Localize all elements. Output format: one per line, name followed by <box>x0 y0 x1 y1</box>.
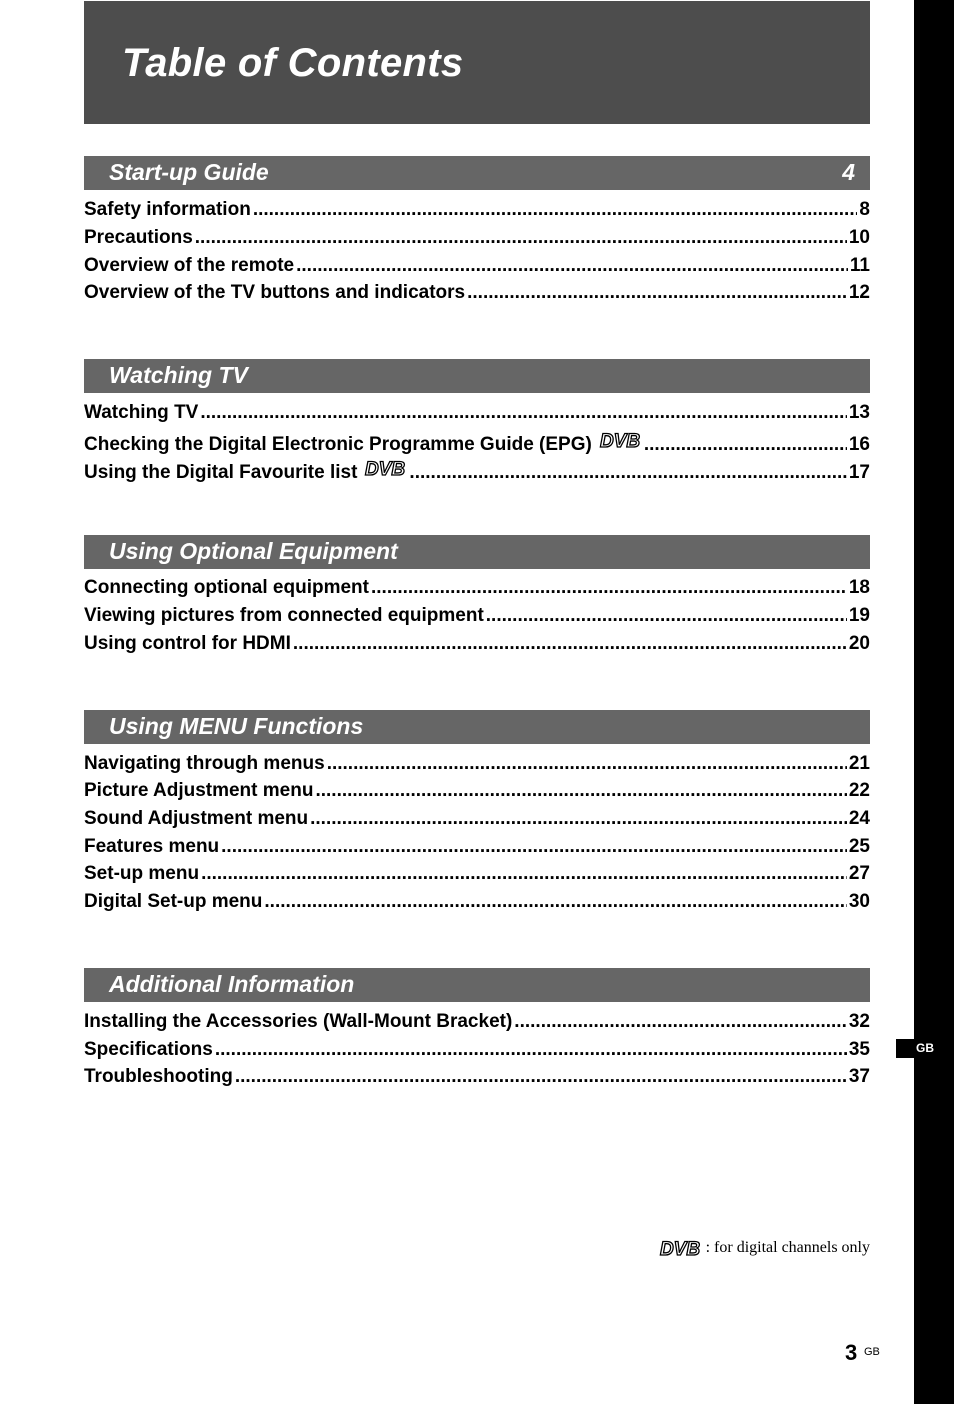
section-title: Additional Information <box>109 971 355 997</box>
toc-entry-page: 25 <box>848 836 870 857</box>
dot-leader <box>310 808 847 830</box>
toc-entry[interactable] <box>84 836 870 860</box>
toc-entry-label: Watching TV <box>84 402 199 423</box>
toc-entry-page: 20 <box>848 633 870 654</box>
toc-entry-label: Overview of the TV buttons and indicators <box>84 282 466 303</box>
toc-entry-label: Features menu <box>84 836 220 857</box>
page-title: Table of Contents <box>122 41 464 85</box>
toc-entry-page: 22 <box>848 780 870 801</box>
toc-entry-page: 16 <box>848 434 870 455</box>
dot-leader <box>409 462 846 484</box>
toc-entry-page: 30 <box>848 891 870 912</box>
dot-leader <box>215 1039 847 1061</box>
toc-entry-label: Viewing pictures from connected equipment <box>84 605 484 626</box>
toc-entry-page: 10 <box>848 227 870 248</box>
toc-entry[interactable] <box>84 577 870 601</box>
section-header-watching-tv <box>84 359 870 393</box>
dot-leader <box>253 199 858 221</box>
toc-entry[interactable] <box>84 605 870 629</box>
toc-entry-page: 12 <box>848 282 870 303</box>
toc-entry[interactable] <box>84 255 870 279</box>
toc-entry[interactable] <box>84 1066 870 1090</box>
toc-entry-label: Installing the Accessories (Wall-Mount Bracket) <box>84 1011 513 1032</box>
section-header-using-menu-functions <box>84 710 870 744</box>
toc-entry[interactable] <box>84 753 870 777</box>
toc-entry[interactable] <box>84 863 870 887</box>
toc-entry-label: Troubleshooting <box>84 1066 233 1087</box>
toc-entry-label: Picture Adjustment menu <box>84 780 314 801</box>
toc-entry-page: 18 <box>848 577 870 598</box>
toc-entry[interactable] <box>84 282 870 306</box>
toc-entry-page: 37 <box>848 1066 870 1087</box>
toc-entry-page: 35 <box>848 1039 870 1060</box>
toc-entry[interactable] <box>84 199 870 223</box>
toc-entry-page: 24 <box>848 808 870 829</box>
section-header-using-optional-equipment <box>84 535 870 569</box>
section-title: Using MENU Functions <box>109 713 364 739</box>
dvb-icon <box>658 1238 702 1258</box>
toc-entry-page: 27 <box>848 863 870 884</box>
dot-leader <box>200 402 847 424</box>
dot-leader <box>201 863 847 885</box>
svg-text:DVB: DVB <box>599 431 640 450</box>
footnote-text: : for digital channels only <box>705 1239 870 1256</box>
section-title: Watching TV <box>109 362 248 388</box>
toc-entry-label: Navigating through menus <box>84 753 325 774</box>
dot-leader <box>486 605 847 627</box>
svg-text:DVB: DVB <box>659 1239 700 1258</box>
toc-entry-label: Using control for HDMI <box>84 633 291 654</box>
dot-leader <box>467 282 847 304</box>
section-title: Using Optional Equipment <box>109 538 398 564</box>
toc-entry-label: Overview of the remote <box>84 255 295 276</box>
dvb-footnote <box>658 1236 870 1260</box>
language-tab: GB <box>896 1039 954 1058</box>
dot-leader <box>371 577 847 599</box>
toc-entry[interactable] <box>84 1039 870 1063</box>
toc-entry[interactable] <box>84 1011 870 1035</box>
toc-entry[interactable] <box>84 891 870 915</box>
toc-entry[interactable] <box>84 430 870 454</box>
dot-leader <box>315 780 846 802</box>
dot-leader <box>221 836 847 858</box>
toc-entry-label: Set-up menu <box>84 863 200 884</box>
toc-entry-page: 13 <box>848 402 870 423</box>
title-banner <box>84 1 870 124</box>
side-bar <box>914 0 954 1404</box>
section-header-additional-information <box>84 968 870 1002</box>
toc-entry-label: Using the Digital Favourite list <box>84 462 358 483</box>
toc-entry-label: Connecting optional equipment <box>84 577 369 598</box>
dot-leader <box>235 1066 847 1088</box>
dot-leader <box>514 1011 847 1033</box>
dot-leader <box>293 633 847 655</box>
dot-leader <box>296 255 848 277</box>
section-header-start-up-guide <box>84 156 870 190</box>
toc-entry[interactable] <box>84 808 870 832</box>
toc-entry-page: 17 <box>848 462 870 483</box>
toc-entry-label: Precautions <box>84 227 193 248</box>
toc-entry[interactable] <box>84 402 870 426</box>
section-page: 4 <box>842 159 855 185</box>
toc-entry-page: 8 <box>859 199 870 220</box>
dot-leader <box>264 891 846 913</box>
toc-entry-page: 11 <box>849 255 870 276</box>
dvb-icon <box>363 458 407 478</box>
toc-entry-page: 21 <box>848 753 870 774</box>
section-title: Start-up Guide <box>109 159 269 185</box>
page-number-suffix: GB <box>864 1346 880 1358</box>
toc-entry[interactable] <box>84 780 870 804</box>
toc-entry-page: 19 <box>848 605 870 626</box>
toc-entry-label: Checking the Digital Electronic Programme Guide (EPG) <box>84 434 592 455</box>
toc-entry[interactable] <box>84 633 870 657</box>
dot-leader <box>327 753 847 775</box>
toc-entry-label: Specifications <box>84 1039 213 1060</box>
toc-entry-label: Digital Set-up menu <box>84 891 263 912</box>
toc-entry[interactable] <box>84 227 870 251</box>
toc-entry-label: Sound Adjustment menu <box>84 808 309 829</box>
svg-text:DVB: DVB <box>365 459 406 478</box>
toc-entry-page: 32 <box>848 1011 870 1032</box>
toc-entry-label: Safety information <box>84 199 251 220</box>
dvb-icon <box>598 430 642 450</box>
toc-entry[interactable] <box>84 458 870 482</box>
dot-leader <box>644 434 847 456</box>
dot-leader <box>195 227 847 249</box>
page-number: 3 <box>845 1340 858 1365</box>
